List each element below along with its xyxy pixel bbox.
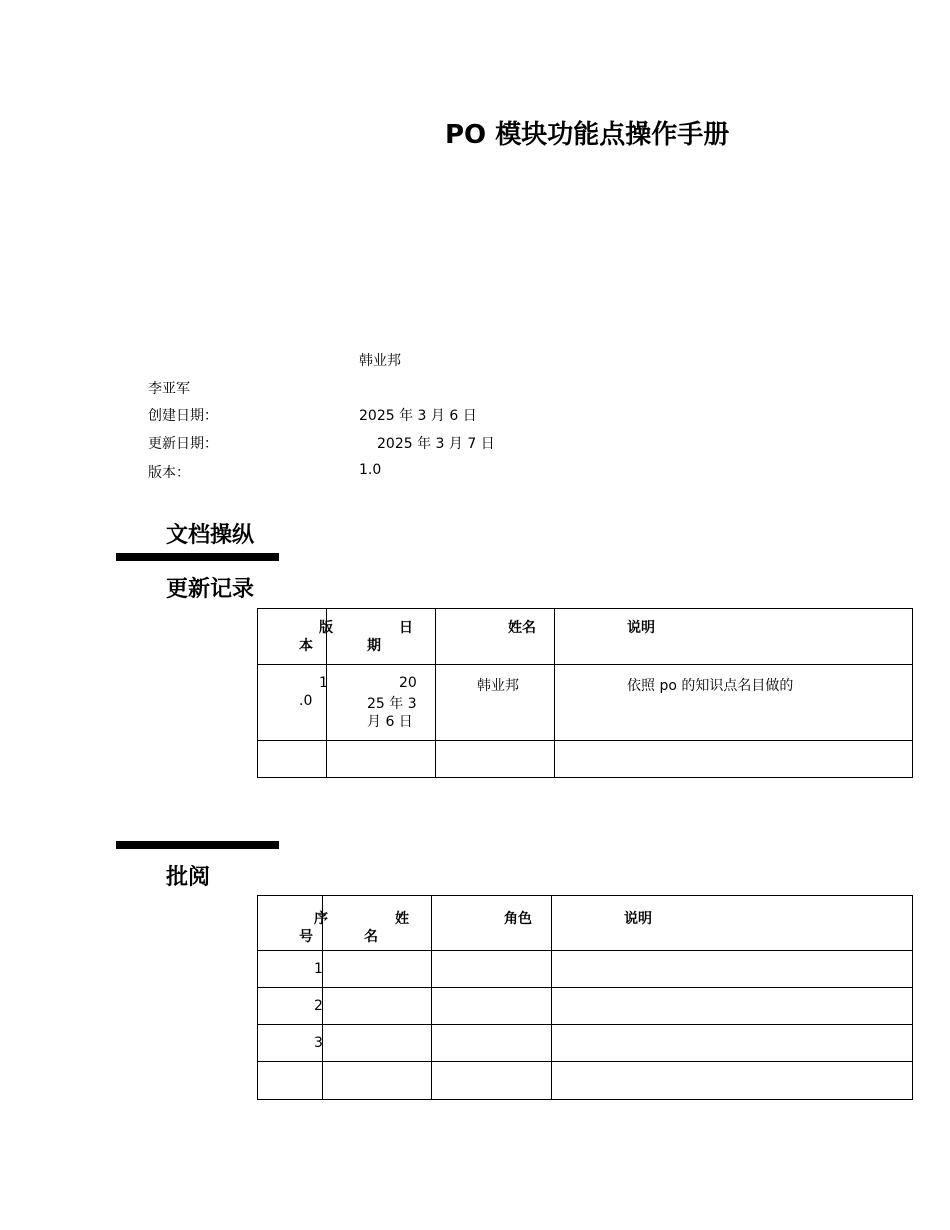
- row-date-part3: 月 6 日: [367, 714, 413, 730]
- table-row: [258, 1062, 913, 1100]
- header-name-part1: 姓: [395, 911, 409, 927]
- table-row: [258, 665, 913, 741]
- row-description: 依照 po 的知识点名目做的: [627, 678, 794, 694]
- header-seq-part2: 号: [299, 929, 313, 945]
- row-date-part2: 25 年 3: [367, 696, 417, 712]
- created-date-label: 创建日期：: [148, 408, 218, 424]
- row-date-part1: 20: [399, 675, 417, 691]
- table-row: [258, 1025, 913, 1062]
- header-date-part1: 日: [399, 620, 413, 636]
- section-heading-update-log: 更新记录: [166, 577, 255, 602]
- header-description: 说明: [627, 620, 655, 636]
- row-seq: 2: [314, 998, 323, 1014]
- created-date-value: 2025 年 3 月 6 日: [359, 408, 477, 424]
- header-seq-part1: 序: [314, 911, 328, 927]
- version-value: 1.0: [359, 462, 382, 478]
- header-version-part2: 本: [299, 638, 313, 654]
- row-seq: 3: [314, 1035, 323, 1051]
- header-date-part2: 期: [367, 638, 381, 654]
- row-name: 韩业邦: [477, 678, 519, 694]
- section-divider: [116, 841, 279, 849]
- header-role: 角色: [504, 911, 532, 927]
- updated-date-value: 2025 年 3 月 7 日: [377, 436, 495, 452]
- header-description: 说明: [624, 911, 652, 927]
- row-version-part2: .0: [299, 693, 313, 709]
- row-version-part1: 1: [319, 675, 328, 691]
- row-seq: 1: [314, 961, 323, 977]
- document-title: PO 模块功能点操作手册: [445, 120, 730, 150]
- table-row: [258, 951, 913, 988]
- header-name: 姓名: [508, 620, 536, 636]
- section-divider: [116, 553, 279, 561]
- review-table: [257, 895, 913, 1100]
- update-log-table: [257, 608, 913, 778]
- table-row: [258, 741, 913, 778]
- table-header-row: [258, 896, 913, 951]
- version-label: 版本：: [148, 465, 190, 481]
- header-name-part2: 名: [364, 929, 378, 945]
- updated-date-label: 更新日期：: [148, 436, 218, 452]
- table-header-row: [258, 609, 913, 665]
- table-row: [258, 988, 913, 1025]
- section-heading-doc-control: 文档操纵: [166, 523, 255, 548]
- author-name: 韩业邦: [359, 353, 401, 369]
- section-heading-review: 批阅: [166, 865, 211, 890]
- header-version-part1: 版: [319, 620, 333, 636]
- reviewer-name: 李亚军: [148, 381, 190, 397]
